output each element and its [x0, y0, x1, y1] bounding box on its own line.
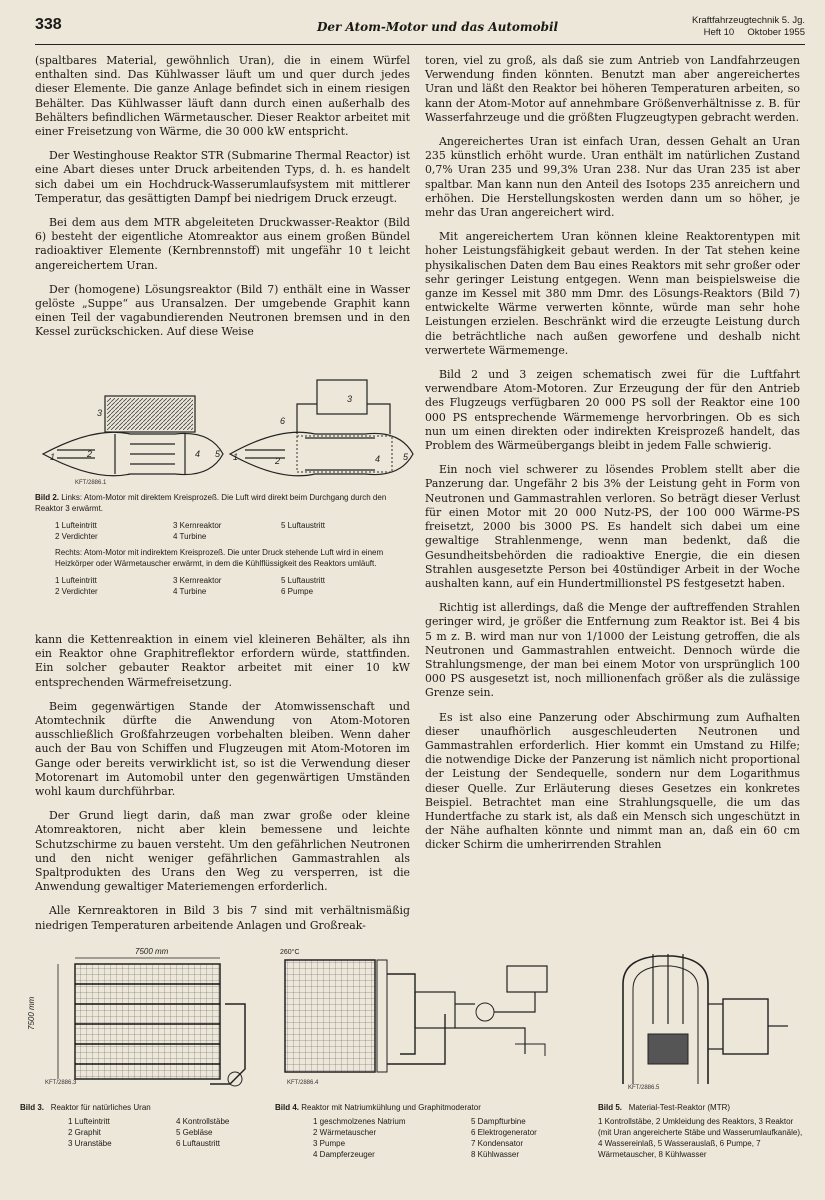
paragraph: kann die Kettenreaktion in einem viel kleineren Behälter, als ihn ein Reaktor ohne Graphitreflektor erfordern würde, stattfinden. Ein solcher gebauter Reaktor arbeitet mit einer 10 kW entsprechenden Wärmefreisetzung.: [35, 633, 410, 689]
figure-2-caption-right: Rechts: Atom-Motor mit indirektem Kreisprozeß. Die unter Druck stehende Luft wird in einem Heizkörper oder Wärmetauscher erwärmt, in dem die Kühlflüssigkeit des Reaktors umläuft.: [55, 548, 384, 568]
paragraph: (spaltbares Material, gewöhnlich Uran), die in einem Würfel enthalten sind. Das Kühlwasser läuft um und quer durch jedes dieser Elemente. Die ganze Anlage befindet sich in einem riesigen Behälter. Das Kühlwasser läuft dann durch einen außerhalb des Behälters befindlichen Wärmetauscher. Dieser Reaktor arbeitet mit einer Freisetzung von Wärme, die 30 000 kW entspricht.: [35, 54, 410, 139]
fig3-dim-v: 7500 mm: [27, 996, 36, 1030]
paragraph: Bild 2 und 3 zeigen schematisch zwei für die Luftfahrt verwendbare Atom-Motoren. Zur Erzeugung der für den Antrieb des Flugzeugs verfügbaren 20 000 PS soll der Reaktor eine 100 000 PS entsprechende Wärmemenge hervorbringen. Ob es sich nun um einen direkten oder indirekten Kreisprozeß handelt, das Problem des Wärmeübergangs bleibt in jedem Falle schwierig.: [425, 368, 800, 453]
page-number: 338: [35, 16, 62, 33]
figure-5-diagram: [598, 944, 798, 1094]
fig2-label-3: 3: [97, 408, 103, 418]
figure-4-legend: 1 geschmolzenes Natrium 5 Dampfturbine 2 Wärmetauscher 6 Elektrogenerator 3 Pumpe 7 Kondensator 4 Dampferzeuger 8 Kühlwasser: [313, 1117, 537, 1159]
paragraph: Mit angereichertem Uran können kleine Reaktorentypen mit hoher Leistungsfähigkeit gebaut werden. In der Tat stehen keine physikalischen Daten dem Bau eines Reaktors mit sehr großer oder sehr geringer Leistung entgegen. Wenn man beispielsweise die ganze im Kessel mit 380 mm Dmr. des Lösungs-Reaktors (Bild 7) entwickelte Wärme verwerten könnte, würde man sehr hohe Leistungen erzielen. Beschränkt wird die erzeugte Leistung durch die beträchtliche nach außen geworfene und deshalb nicht verwertete Wärmemenge.: [425, 230, 800, 357]
fig2r-label-1: 1: [233, 452, 239, 462]
figure-2-diagram: [35, 374, 415, 486]
figure-2-legend-right: 1 Lufteintritt 3 Kernreaktor 5 Luftaustritt 2 Verdichter 4 Turbine 6 Pumpe: [55, 576, 326, 596]
issue-date: Heft 10 Oktober 1955: [703, 27, 805, 38]
figure-5-caption: Bild 5. Material-Test-Reaktor (MTR): [598, 1103, 731, 1112]
left-column: [35, 54, 410, 350]
fig4-stamp: KFT/2886.4: [287, 1080, 319, 1086]
figure-3-legend: 1 Lufteintritt 4 Kontrollstäbe 2 Graphit 5 Gebläse 3 Uranstäbe 6 Luftaustritt: [68, 1117, 230, 1148]
paragraph: toren, viel zu groß, als daß sie zum Antrieb von Landfahrzeugen Verwendung finden könnten. Benutzt man aber angereichertes Uran und läßt den Reaktor bei höheren Temperaturen arbeiten, so kann der Atom-Motor auf annehmbare Größenverhältnisse z. B. für Wasserfahrzeuge und die größten Flugzeugtypen gebracht werden.: [425, 54, 800, 124]
figure-4: [275, 944, 580, 1160]
fig4-temp: 260°C: [280, 949, 300, 956]
paragraph: Angereichertes Uran ist einfach Uran, dessen Gehalt an Uran 235 künstlich erhöht wurde. Uran enthält im natürlichen Zustand 0,7% Uran 235 und 99,3% Uran 238. Nur das Uran 235 ist aber spaltbar. Man kann nun den Anteil des Isotops 235 anreichern und erhöhen. Die Herstellungskosten werden dann um so höher, je mehr das Uran angereichert wird.: [425, 135, 800, 220]
paragraph: Der (homogene) Lösungsreaktor (Bild 7) enthält eine in Wasser gelöste „Suppe“ aus Uransalzen. Der umgebende Graphit kann einen Teil der vagabundierenden Neutronen bremsen und in den Kessel zurückschicken. Auf diese Weise: [35, 282, 410, 339]
fig2-label-4: 4: [195, 449, 201, 459]
figure-5: [598, 944, 806, 1160]
fig5-stamp: KFT/2886.5: [628, 1085, 660, 1091]
fig2r-label-2: 2: [275, 456, 281, 466]
paragraph: Richtig ist allerdings, daß die Menge der auftreffenden Strahlen geringer wird, je größer die Entfernung zum Reaktor ist. Bei 4 bis 5 m z. B. wird man nur von 1/1000 der Leistung getroffen, die als Neutronen und Gammastrahlen entweicht. Dennoch würde die Strahlungsmenge, der man bei einem Motor von ursprünglich 100 000 PS ausgesetzt ist, noch millionenfach größer als die zulässige Grenze sein.: [425, 601, 800, 700]
paragraph: Beim gegenwärtigen Stande der Atomwissenschaft und Atomtechnik dürfte die Anwendung von Atom-Motoren ausschließlich Großfahrzeugen vorbehalten bleiben. Wenn daher auch der Bau von Schiffen und Flugzeugen mit Atom-Motoren im Gange oder bereits verwirklicht ist, so ist die Verwendung dieser Motorenart im Automobil unter den gegenwärtigen Umständen wohl kaum durchführbar.: [35, 699, 410, 799]
paragraph: Der Grund liegt darin, daß man zwar große oder kleine Atomreaktoren, nicht aber klein bemessene und leichte Schutzschirme zu bauen versteht. Um den gefährlichen Neutronen und den nicht weniger gefährlichen Gammastrahlen als Spaltprodukten des Urans den Weg zu versperren, ist die Anwendung gewaltiger Materiemengen erforderlich.: [35, 809, 410, 894]
journal-name: Kraftfahrzeugtechnik 5. Jg.: [691, 15, 805, 26]
fig2-stamp: KFT/2886.1: [75, 480, 107, 486]
figure-3-caption: Bild 3. Reaktor für natürliches Uran: [20, 1103, 151, 1112]
paragraph: Alle Kernreaktoren in Bild 3 bis 7 sind mit verhältnismäßig niedrigen Temperaturen arbeitende Anlagen und Großreak-: [35, 904, 410, 932]
fig2r-label-5: 5: [403, 452, 409, 462]
fig2r-label-3: 3: [347, 394, 353, 404]
fig2-label-5: 5: [215, 449, 221, 459]
fig2-label-2: 2: [87, 449, 93, 459]
figure-4-diagram: [275, 944, 575, 1094]
fig2r-label-6: 6: [280, 416, 286, 426]
paragraph: Bei dem aus dem MTR abgeleiteten Druckwasser-Reaktor (Bild 6) besteht der eigentliche Atomreaktor aus einem großen Bündel radioaktiver Elemente (Kernbrennstoff) mit ungefähr 10 t leicht angereichertem Uran.: [35, 216, 410, 272]
paragraph: Es ist also eine Panzerung oder Abschirmung zum Aufhalten dieser unaufhörlich ausgeschleuderten Neutronen und Gammastrahlen erforderlich. Hier kommt ein Umstand zu Hilfe; die notwendige Dicke der Panzerung ist nämlich nicht proportional der Leistung der Sendequelle, sondern nur dem Logarithmus dieser Quelle. Zur Erläuterung dieses Gesetzes ein konkretes Beispiel. Betrachtet man eine Strahlungsquelle, die um das Hundertfache zu stark ist, als daß ein Mensch sich ungeschützt in der Nähe aufhalten könnte und nimmt man an, daß ein 60 cm dicker Schirm die umherirrenden Strahlen: [425, 710, 800, 852]
fig3-stamp: KFT/2886.3: [45, 1080, 77, 1086]
fig3-dim-h: 7500 mm: [135, 947, 169, 956]
figure-3-diagram: [20, 944, 270, 1094]
figure-2-legend-left: 1 Lufteintritt 3 Kernreaktor 5 Luftaustritt 2 Verdichter 4 Turbine: [55, 521, 326, 541]
figure-4-caption: Bild 4. Reaktor mit Natriumkühlung und Graphitmoderator: [275, 1103, 481, 1112]
fig2-label-1: 1: [50, 452, 56, 462]
figure-5-legend: 1 Kontrollstäbe, 2 Umkleidung des Reaktors, 3 Reaktor (mit Uran angereicherte Stäbe und Wasserumlaufkanäle), 4 Wassereinlaß, 5 Wasserauslaß, 6 Pumpe, 7 Wärmetauscher, 8 Kühlwasser: [598, 1117, 803, 1159]
paragraph: Der Westinghouse Reaktor STR (Submarine Thermal Reactor) ist eine Abart dieses unter Druck arbeitenden Typs, d. h. es handelt sich dabei um ein Hochdruck-Wasserumlaufsystem mit mittlerer Temperatur, das gesättigten Dampf bei niedrigem Druck erzeugt.: [35, 149, 410, 205]
running-title: Der Atom-Motor und das Automobil: [317, 20, 559, 34]
page-header: [35, 14, 805, 45]
fig2r-label-4: 4: [375, 454, 381, 464]
figure-2: [35, 374, 415, 597]
figure-2-caption: Bild 2. Links: Atom-Motor mit direktem Kreisprozeß. Die Luft wird direkt beim Durchgang durch den Reaktor 3 erwärmt.: [35, 493, 387, 513]
right-column: [425, 54, 800, 863]
figure-3: [20, 944, 270, 1149]
left-column-lower: [35, 633, 410, 943]
paragraph: Ein noch viel schwerer zu lösendes Problem stellt aber die Panzerung dar. Ungefähr 2 bis 3% der Leistung geht in Form von Neutronen und Gammastrahlen verloren. So beträgt dieser Verlust für einen Motor mit 20 000 Nutz-PS, der 100 000 Wärme-PS freisetzt, 2000 bis 3000 PS. Es handelt sich dabei um eine gewaltige Strahlenmenge, wenn man bedenkt, daß die Gesundheitsbehörden die radioaktive Energie, die ein diesen Strahlen ausgesetzte Person bei 40stündiger Arbeit in der Woche aushalten kann, auf ein Hundertmillionstel PS festgesetzt haben.: [425, 463, 800, 590]
